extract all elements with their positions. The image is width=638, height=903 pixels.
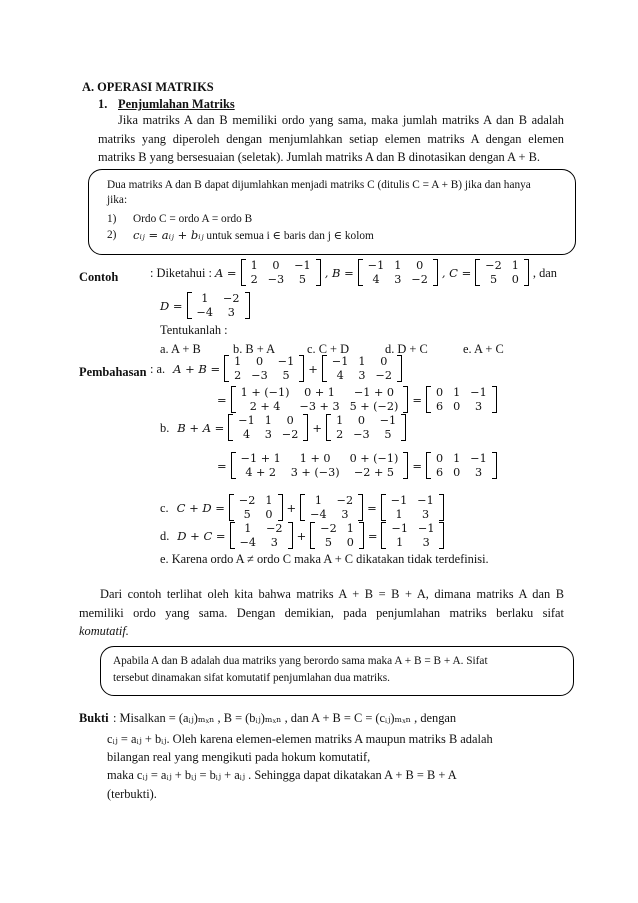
matrix-cell: 5 (282, 368, 290, 382)
matrix-cell: 1 (244, 522, 252, 535)
matrix-cell: −2 (375, 368, 393, 382)
bukti-line: (terbukti). (107, 787, 157, 801)
matrix-cell: −2 (336, 494, 354, 507)
matrix-row (386, 522, 439, 536)
matrix-cell: −4 (196, 305, 214, 319)
contoh-given-label: : Diketahui : (150, 265, 212, 280)
intro-line: Jika matriks A dan B memiliki ordo yang sama, maka jumlah matriks A dan B adalah (118, 113, 564, 127)
matrix-cell: −1 (277, 355, 295, 368)
matrix-row (246, 273, 316, 287)
matrix-row (315, 522, 359, 536)
matrix-row (233, 428, 303, 442)
matrix-row (431, 452, 492, 466)
matrix-cell: 0 + 1 (304, 386, 335, 399)
matrix-row (480, 273, 524, 287)
solution-d-prefix: d. (160, 528, 170, 543)
matrix-row (235, 522, 288, 536)
matrix-cell: 2 + 4 (249, 399, 281, 413)
matrix-cell: 0 + (−1) (349, 452, 399, 465)
matrix-cell: −2 (238, 494, 256, 507)
matrix-cell: −2 (223, 292, 240, 305)
matrix-row (235, 536, 288, 550)
matrix-cell: 6 (436, 465, 444, 479)
matrix-cell: −2 (281, 427, 299, 441)
matrix-cell: 3 (474, 399, 483, 413)
matrix-row (234, 508, 278, 522)
solution-d-row: d. D + C = 1 −2 −4 3 + −2 1 5 0 = −1 −1 1 3 (160, 522, 445, 549)
matrix-cell: 0 (380, 355, 388, 368)
matrix-row (305, 508, 358, 522)
matrix-cell: −1 (470, 452, 487, 465)
conclusion-line: komutatif. (79, 624, 129, 638)
matrix-cell: 0 (357, 414, 365, 427)
solution-c-result-matrix (381, 494, 444, 521)
dan-text: , dan (532, 265, 557, 280)
matrix-row (236, 386, 404, 400)
option-d: d. D + C (385, 342, 428, 356)
matrix-row (386, 536, 439, 550)
solution-a-steps: = 1 + (−1) 0 + 1 −1 + 0 2 + 4 −3 + 3 5 + (−2) = 0 1 −1 6 0 3 (214, 386, 498, 413)
solution-b-lhs: B + A = (177, 420, 225, 435)
matrix-row (363, 273, 433, 287)
matrix-cell: 1 (234, 355, 242, 368)
matrix-row (431, 400, 492, 414)
pembahasan-label: Pembahasan (79, 365, 147, 379)
option-a: a. A + B (160, 342, 201, 356)
matrix-B (322, 355, 402, 382)
matrix-cell: 3 (341, 507, 349, 521)
matrix-row (327, 355, 397, 369)
bukti-label: Bukti (79, 711, 109, 725)
matrix-cell: 4 (336, 368, 344, 382)
option-c: c. C + D (307, 342, 350, 356)
task-text: Tentukanlah : (160, 323, 228, 337)
bukti-line: : Misalkan = (aᵢⱼ)ₘₓₙ , B = (bᵢⱼ)ₘₓₙ , dan A + B = C = (cᵢⱼ)ₘₓₙ , dengan (113, 711, 457, 725)
matrix-cell: 1 (336, 414, 344, 427)
matrix-A (241, 259, 321, 286)
solution-b-prefix: b. (160, 420, 170, 435)
matrix-cell: 0 (436, 452, 444, 465)
solution-a-sum-matrix (231, 386, 409, 413)
matrix-cell: 0 (453, 399, 461, 413)
matrix-cell: −3 + 3 (299, 399, 340, 413)
matrix-C-label: , C = (441, 265, 472, 280)
solution-c-lhs: C + D = (176, 500, 225, 515)
solution-c-row: c. C + D = −2 1 5 0 + 1 −2 −4 3 = −1 −1 1 3 (160, 494, 445, 521)
matrix-cell: −2 + 5 (353, 465, 395, 479)
definition-item-number: 2) (107, 229, 117, 241)
definition-formula: cᵢⱼ = aᵢⱼ + bᵢⱼ (133, 228, 204, 242)
matrix-cell: 1 (511, 259, 519, 272)
property-line: tersebut dinamakan sifat komutatif penjumlahan dua matriks. (113, 672, 391, 684)
matrix-row (386, 508, 439, 522)
matrix-cell: −1 (379, 414, 397, 427)
bukti-line: bilangan real yang mengikuti pada hokum komutatif, (107, 750, 371, 764)
matrix-cell: 0 (255, 355, 264, 368)
matrix-row (236, 452, 404, 466)
matrix-C (229, 494, 283, 521)
matrix-row (386, 494, 439, 508)
matrix-cell: 1 (396, 535, 404, 549)
matrix-cell: 4 + 2 (245, 465, 277, 479)
matrix-cell: 1 (201, 292, 209, 305)
matrix-D-row (160, 292, 251, 319)
matrix-cell: −1 (470, 386, 487, 399)
matrix-cell: −1 (294, 259, 311, 272)
matrix-cell: −2 (266, 522, 283, 535)
matrix-cell: 3 (264, 427, 272, 441)
matrix-D (300, 494, 363, 521)
matrix-row (331, 414, 401, 428)
solution-d-result-matrix (381, 522, 444, 549)
contoh-given-row (150, 259, 557, 286)
subheading-number: 1. (98, 97, 108, 111)
matrix-cell: 1 (358, 355, 366, 368)
solution-b-sum-matrix (231, 452, 409, 479)
option-b: b. B + A (233, 342, 276, 356)
intro-paragraph (98, 111, 564, 167)
option-e: e. A + C (463, 342, 504, 356)
solution-b-steps: = −1 + 1 1 + 0 0 + (−1) 4 + 2 3 + (−3) −2 + 5 = 0 1 −1 6 0 3 (214, 452, 498, 479)
matrix-B (228, 414, 308, 441)
matrix-A-label: A = (214, 265, 237, 280)
matrix-cell: −1 (331, 355, 349, 368)
matrix-cell: −3 (251, 368, 268, 382)
matrix-row (246, 259, 316, 273)
solution-a-prefix: : a. (150, 361, 166, 376)
matrix-row (233, 414, 303, 428)
matrix-B (358, 259, 438, 286)
definition-line: jika: (107, 194, 128, 206)
matrix-cell: 1 + 0 (299, 452, 331, 465)
matrix-row (363, 259, 433, 273)
matrix-cell: −2 (320, 522, 337, 535)
matrix-cell: 5 (489, 272, 498, 286)
matrix-cell: 5 (298, 272, 306, 286)
matrix-row (229, 369, 299, 383)
matrix-cell: −4 (310, 507, 327, 521)
solution-a-result-matrix (426, 386, 497, 413)
matrix-cell: −1 (367, 259, 385, 272)
matrix-cell: 1 (264, 414, 272, 427)
matrix-cell: 5 (324, 535, 333, 549)
matrix-cell: −4 (239, 535, 257, 549)
matrix-cell: −1 (417, 494, 434, 507)
definition-item-number: 1) (107, 213, 117, 225)
matrix-cell: 4 (242, 427, 251, 441)
matrix-D (187, 292, 250, 319)
matrix-cell: 3 (394, 272, 402, 286)
matrix-cell: 1 (314, 494, 322, 507)
matrix-cell: 1 (265, 494, 273, 507)
matrix-cell: 2 (250, 272, 258, 286)
matrix-cell: 3 + (−3) (290, 465, 340, 479)
matrix-cell: 1 (453, 452, 461, 465)
matrix-cell: 0 (265, 507, 273, 521)
matrix-D (230, 522, 293, 549)
matrix-cell: −1 + 1 (240, 452, 281, 465)
matrix-cell: 1 (250, 259, 258, 272)
matrix-cell: 0 (272, 259, 280, 272)
matrix-cell: 0 (511, 272, 519, 286)
matrix-C (310, 522, 364, 549)
matrix-cell: 1 (395, 507, 403, 521)
matrix-row (315, 536, 359, 550)
matrix-row (236, 400, 404, 414)
matrix-cell: 1 (394, 259, 402, 272)
solution-b-row: b. B + A = −1 1 0 4 3 −2 + 1 0 −1 2 −3 5 (160, 414, 407, 441)
matrix-row (192, 292, 245, 306)
matrix-cell: −1 (417, 522, 435, 535)
matrix-cell: 0 (453, 465, 461, 479)
matrix-row (480, 259, 524, 273)
property-line: Apabila A dan B adalah dua matriks yang berordo sama maka A + B = B + A. Sifat (113, 655, 488, 667)
matrix-cell: 3 (270, 535, 278, 549)
matrix-cell: 3 (422, 535, 430, 549)
matrix-cell: −3 (353, 427, 370, 441)
definition-line: Dua matriks A dan B dapat dijumlahkan menjadi matriks C (ditulis C = A + B) jika dan hanya (107, 179, 531, 191)
matrix-cell: −1 (238, 414, 255, 427)
matrix-C (475, 259, 529, 286)
matrix-row (229, 355, 299, 369)
matrix-row (431, 386, 492, 400)
matrix-row (192, 306, 245, 320)
intro-line: matriks B yang bersesuaian (seletak). Jumlah matriks A dan B dinotasikan dengan A + B. (98, 150, 540, 164)
definition-item: Ordo C = ordo A = ordo B (133, 213, 253, 225)
matrix-A (326, 414, 406, 441)
solution-e-text: e. Karena ordo A ≠ ordo C maka A + C dikatakan tidak terdefinisi. (160, 552, 489, 566)
matrix-cell: 5 + (−2) (349, 399, 399, 413)
matrix-cell: 3 (227, 305, 235, 319)
solution-a-row: : a. A + B = 1 0 −1 2 −3 5 + −1 1 0 4 3 −2 (150, 355, 403, 382)
matrix-cell: 0 (286, 414, 294, 427)
conclusion-line: memiliki ordo yang sama. Dengan demikian, pada penjumlahan matriks berlaku sifat (79, 605, 564, 620)
matrix-cell: 5 (384, 427, 392, 441)
solution-b-result-matrix (426, 452, 497, 479)
matrix-cell: 1 (453, 386, 461, 399)
matrix-cell: −1 + 0 (353, 386, 395, 399)
intro-line: matriks yang diperoleh dengan menjumlahkan setiap elemen matriks A dengan elemen (98, 131, 564, 146)
matrix-cell: −1 (391, 522, 408, 535)
conclusion-line: Dari contoh terlihat oleh kita bahwa matriks A + B = B + A, dimana matriks A dan B (100, 587, 564, 601)
matrix-row (234, 494, 278, 508)
matrix-cell: 0 (346, 535, 354, 549)
matrix-cell: 4 (372, 272, 380, 286)
definition-item (133, 228, 374, 244)
bukti-line: maka cᵢⱼ = aᵢⱼ + bᵢⱼ = bᵢⱼ + aᵢⱼ . Sehingga dapat dikatakan A + B = B + A (107, 768, 457, 782)
matrix-cell: 0 (416, 259, 424, 272)
matrix-cell: 3 (474, 465, 483, 479)
solution-d-lhs: D + C = (177, 528, 226, 543)
contoh-label: Contoh (79, 270, 119, 284)
matrix-cell: −2 (485, 259, 502, 272)
matrix-cell: 1 (346, 522, 354, 535)
matrix-cell: 0 (436, 386, 444, 399)
matrix-cell: −1 (390, 494, 408, 507)
solution-c-prefix: c. (160, 500, 169, 515)
matrix-cell: −2 (411, 272, 428, 286)
matrix-cell: 1 + (−1) (240, 386, 290, 399)
matrix-cell: 3 (358, 368, 366, 382)
matrix-cell: 5 (243, 507, 251, 521)
matrix-cell: 2 (234, 368, 242, 382)
matrix-B-label: , B = (324, 265, 354, 280)
definition-item-text: untuk semua i ∈ baris dan j ∈ kolom (203, 230, 374, 242)
section-heading: A. OPERASI MATRIKS (82, 80, 214, 94)
matrix-row (331, 428, 401, 442)
solution-a-lhs: A + B = (173, 361, 221, 376)
matrix-cell: 3 (421, 507, 430, 521)
subheading: Penjumlahan Matriks (118, 97, 235, 111)
matrix-cell: −3 (267, 272, 285, 286)
matrix-row (431, 466, 492, 480)
conclusion-paragraph (79, 585, 564, 641)
matrix-cell: 6 (436, 399, 444, 413)
matrix-row (236, 466, 404, 480)
matrix-row (327, 369, 397, 383)
bukti-line: cᵢⱼ = aᵢⱼ + bᵢⱼ. Oleh karena elemen-elemen matriks A maupun matriks B adalah (107, 732, 493, 746)
matrix-D-label: D = (160, 298, 183, 313)
matrix-cell: 2 (336, 427, 344, 441)
matrix-row (305, 494, 358, 508)
matrix-A (224, 355, 304, 382)
